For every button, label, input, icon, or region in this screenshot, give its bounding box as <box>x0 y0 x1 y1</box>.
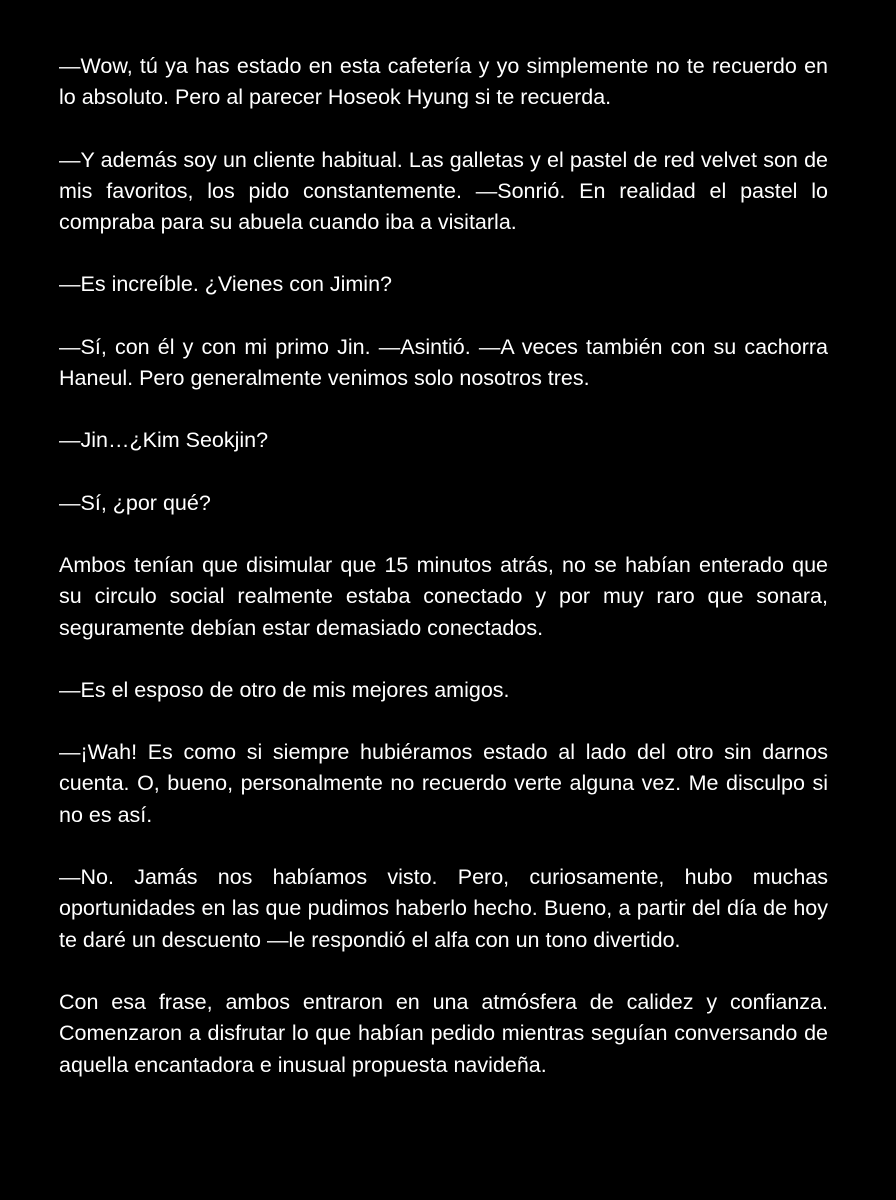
paragraph-5: —Jin…¿Kim Seokjin? <box>59 428 269 453</box>
paragraph-9: —¡Wah! Es como si siempre hubiéramos estado al lado del otro sin darnos cuenta. O, bueno, personalmente no recuerdo verte alguna vez. Me disculpo si no es así. <box>59 740 828 827</box>
paragraph-2: —Y además soy un cliente habitual. Las galletas y el pastel de red velvet son de mis favoritos, los pido constantemente. —Sonrió. En realidad el pastel lo compraba para su abuela cuando iba a visitarla. <box>59 147 828 235</box>
paragraph-10: —No. Jamás nos habíamos visto. Pero, curiosamente, hubo muchas oportunidades en las que pudimos haberlo hecho. Bueno, a partir del día de hoy te daré un descuento —le respondió el alfa con un tono divertido. <box>59 865 828 952</box>
paragraph-6: —Sí, ¿por qué? <box>59 490 211 515</box>
paragraph-3: —Es increíble. ¿Vienes con Jimin? <box>59 272 392 297</box>
paragraph-11: Con esa frase, ambos entraron en una atmósfera de calidez y confianza. Comenzaron a disfrutar lo que habían pedido mientras seguían conversando de aquella encantadora e inusual propuesta navideña. <box>59 989 828 1077</box>
paragraph-7: Ambos tenían que disimular que 15 minutos atrás, no se habían enterado que su circulo social realmente estaba conectado y por muy raro que sonara, seguramente debían estar demasiado conectados. <box>59 552 828 640</box>
paragraph-4: —Sí, con él y con mi primo Jin. —Asintió. —A veces también con su cachorra Haneul. Pero generalmente venimos solo nosotros tres. <box>59 334 828 391</box>
paragraph-1: —Wow, tú ya has estado en esta cafetería y yo simplemente no te recuerdo en lo absoluto. Pero al parecer Hoseok Hyung si te recuerda. <box>59 54 828 110</box>
paragraph-8: —Es el esposo de otro de mis mejores amigos. <box>59 677 510 702</box>
